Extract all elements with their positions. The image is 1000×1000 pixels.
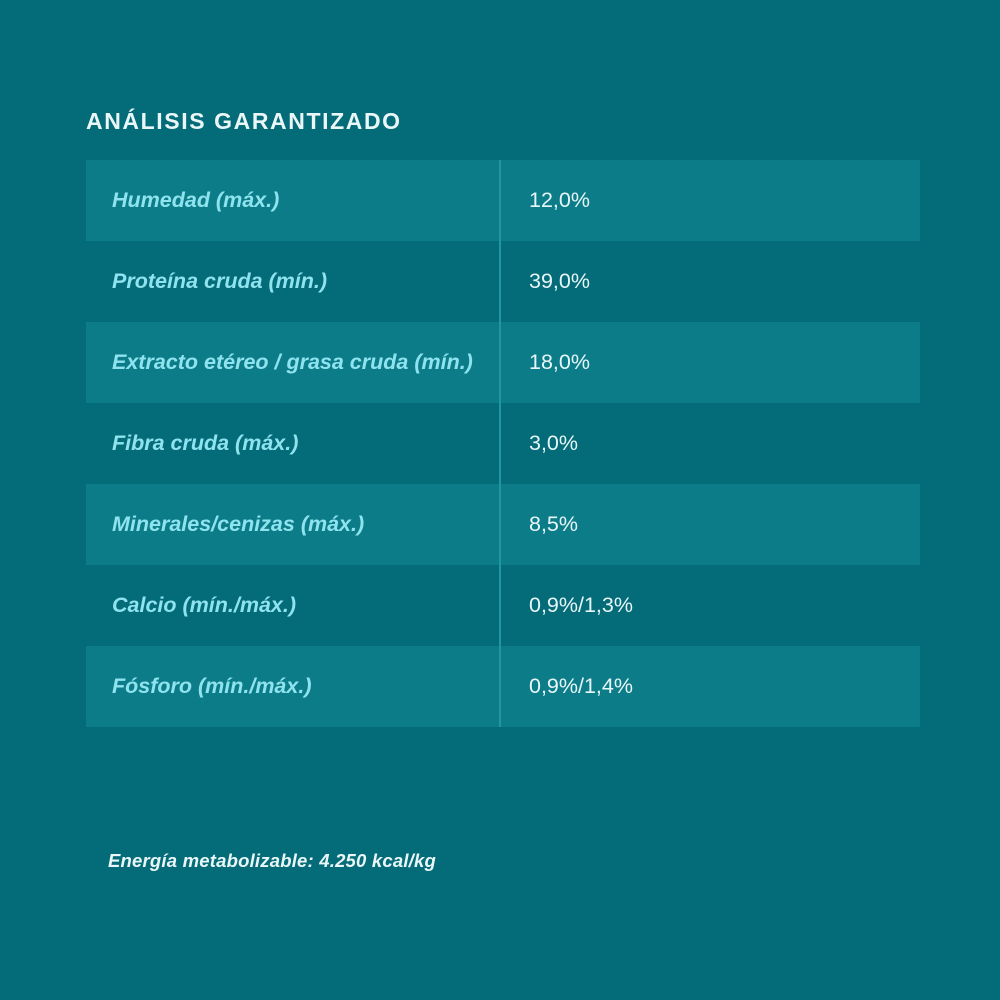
table-row	[86, 160, 920, 241]
table-row	[86, 484, 920, 565]
nutrient-label: Fósforo (mín./máx.)	[86, 646, 500, 727]
nutrient-label: Proteína cruda (mín.)	[86, 241, 500, 322]
nutrient-label: Extracto etéreo / grasa cruda (mín.)	[86, 322, 500, 403]
table-row	[86, 565, 920, 646]
nutrient-value: 18,0%	[529, 350, 590, 375]
nutrient-value: 8,5%	[529, 512, 579, 537]
nutrient-value: 12,0%	[529, 188, 590, 212]
metabolizable-energy-note: Energía metabolizable: 4.250 kcal/kg	[108, 850, 437, 871]
nutrient-label: Minerales/cenizas (máx.)	[86, 484, 500, 565]
page-title: ANÁLISIS GARANTIZADO	[86, 108, 402, 134]
nutrient-value: 0,9%/1,4%	[529, 674, 633, 699]
nutrient-value: 39,0%	[529, 269, 590, 294]
table-row	[86, 403, 920, 484]
nutrient-label: Humedad (máx.)	[86, 160, 500, 241]
nutrient-value: 0,9%/1,3%	[529, 593, 633, 618]
table-row	[86, 322, 920, 403]
nutrient-label: Calcio (mín./máx.)	[86, 565, 500, 646]
nutrient-label: Fibra cruda (máx.)	[86, 403, 500, 484]
table-row	[86, 241, 920, 322]
table-row	[86, 646, 920, 727]
nutrient-value: 3,0%	[529, 431, 579, 456]
guaranteed-analysis-table	[86, 160, 920, 727]
